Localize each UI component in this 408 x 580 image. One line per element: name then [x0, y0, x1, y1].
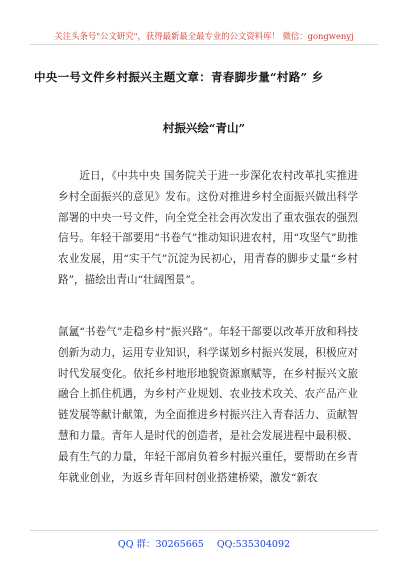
document-title-line-2: 村振兴绘“青山”: [162, 121, 246, 135]
footer-qq-group: QQ 群：30265665: [117, 539, 204, 550]
body-paragraph: 氤氲“书卷气”走稳乡村“振兴路”。年轻干部要以改革开放和科技创新为动力，运用专业知识，科学谋划乡村振兴发展，积极应对时代发展变化。依托乡村地形地貌资源禀赋等，在乡村振兴文旅融合上抓住机遇，为乡村产业规划、农业技术攻关、农产品产业链发展等献计献策，为全面推进乡村振兴注入青春活力、贡献智慧和力量。青年人是时代的创造者，是社会发展进程中最积极、最有生气的力量，年轻干部肩负着乡村振兴重任，要帮助在乡青年就业创业，为返乡青年回村创业搭建桥梁，激发“新农: [58, 326, 358, 484]
footer-qq-number: QQ:535304092: [216, 539, 291, 550]
footer-divider: [30, 530, 378, 531]
header-banner: 关注头条号"公文研究"，获得最新最全最专业的公文资料库！ 微信：gongwenyj: [54, 31, 354, 41]
body-paragraph: 近日，《中共中央 国务院关于进一步深化农村改革扎实推进乡村全面振兴的意见》发布。这份对推进乡村全面振兴做出科学部署的中央一号文件，向全党全社会再次发出了重农强农的强烈信号。年轻干部要用“书卷气”推动知识进农村，用“攻坚气”助推农业发展，用“实干气”沉淀为民初心，用青春的脚步丈量“乡村路”，描绘出青山“壮阔图景”。: [58, 170, 358, 286]
footer-contact: [0, 536, 408, 550]
header-divider: [30, 44, 378, 45]
document-title-line-1: 中央一号文件乡村振兴主题文章：青春脚步量“村路” 乡: [34, 70, 324, 84]
